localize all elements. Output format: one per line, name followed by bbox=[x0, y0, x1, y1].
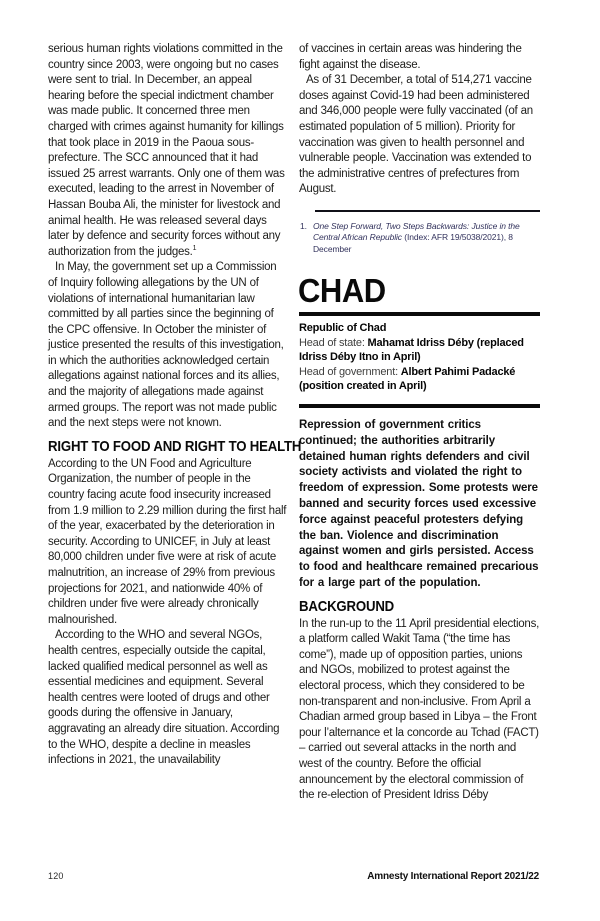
report-title: Amnesty International Report 2021/22 bbox=[367, 871, 539, 882]
paragraph-food-insecurity: According to the UN Food and Agriculture Organization, the number of people in the country facing acute food insecurity increased from 1.9 million to 2.29 million during the first half of the year, exacerbated by the deterioration in security. According to UNICEF, in July at least 80,000 children under five were at risk of acute malnutrition, an increase of 29% from previous projections for 2021, and nationwide 40% of children under five were already chronically malnourished. bbox=[48, 457, 287, 626]
footnote bbox=[299, 221, 540, 256]
country-official-name: Republic of Chad bbox=[299, 322, 387, 335]
head-of-state-value: Mahamat Idriss Déby (replaced Idriss Déby Itno in April) bbox=[299, 336, 524, 364]
head-of-government-line bbox=[299, 365, 540, 394]
footnote-divider bbox=[315, 210, 540, 212]
footnote-title: One Step Forward, Two Steps Backwards: Justice in the Central African Republic bbox=[313, 220, 520, 243]
country-info-block bbox=[299, 316, 540, 398]
head-of-state-line bbox=[299, 336, 540, 365]
head-of-state-label: Head of state: bbox=[299, 336, 368, 349]
paragraph-commission-of-inquiry: In May, the government set up a Commission of Inquiry following allegations by the UN of violations of international humanitarian law committed by all parties since the beginning of the CPC offensive. In October the minister of justice presented the results of this investigation, in which the authorities acknowledged certain allegations against national forces and its allies, and the majority of allegations made against armed groups. The report was not made public and the next steps were not known. bbox=[48, 261, 284, 430]
left-column bbox=[48, 42, 302, 769]
footnote-reference: 1 bbox=[192, 244, 197, 252]
footnote-citation: (Index: AFR 19/5038/2021), 8 December bbox=[313, 232, 513, 254]
info-block-rule bbox=[299, 404, 540, 408]
country-heading-chad: CHAD bbox=[298, 272, 386, 310]
page-number: 120 bbox=[48, 871, 64, 881]
head-of-government-value: Albert Pahimi Padacké (position created in April) bbox=[299, 365, 516, 393]
paragraph-background: In the run-up to the 11 April presidential elections, a platform called Wakit Tama (“the time has come”), made up of opposition parties, unions and NGOs, mobilized to protest against the electoral process, which they considered to be non-transparent and non-inclusive. From April a Chadian armed group based in Libya – the Front pour l’alternance et la concorde au Tchad (FACT) – carried out several attacks in the north and west of the country. Before the official announcement by the electoral commission of the re-election of President Idriss Déby bbox=[299, 617, 540, 802]
paragraph-scc-trials bbox=[48, 42, 287, 260]
right-column bbox=[299, 42, 540, 804]
section-heading-right-to-food-and-health: RIGHT TO FOOD AND RIGHT TO HEALTH bbox=[48, 437, 302, 455]
section-heading-background: BACKGROUND bbox=[299, 597, 395, 615]
paragraph-vaccination-figures: As of 31 December, a total of 514,271 vaccine doses against Covid-19 had been administered and 346,000 people were fully vaccinated (of an estimated population of 5 million). Priority for vaccination was given to health personnel and vulnerable people. Vaccination was extended to the administrative centres of prefectures from August. bbox=[299, 74, 533, 196]
country-summary-paragraph: Repression of government critics continued; the authorities arbitrarily detained human rights defenders and civil society activists and violated the right to freedom of expression. Some protests were banned and security forces used excessive force against peaceful protesters defying the ban. Violence and discrimination against women and girls persisted. Access to food and healthcare remained precarious for a large part of the population. bbox=[299, 418, 539, 589]
page-footer bbox=[48, 871, 539, 882]
paragraph-vaccines-continuation: of vaccines in certain areas was hindering the fight against the disease. bbox=[299, 43, 522, 71]
footnote-number: 1. bbox=[300, 220, 307, 231]
head-of-government-label: Head of government: bbox=[299, 365, 401, 378]
paragraph-text: serious human rights violations committed in the country since 2003, were ongoing but no cases were sent to trial. In December, an appeal hearing before the special indictment chamber was made public. It concerned three men charged with crimes against humanity for killings that took place in 2019 in the Paoua sous-prefecture. The SCC announced that it had issued 25 arrest warrants. Only one of them was executed, leading to the arrest in November of Hassan Bouba Ali, the minister for livestock and animal health. He was released several days later by defence and security forces without any authorization from the judges. bbox=[48, 43, 285, 258]
paragraph-health-centres: According to the WHO and several NGOs, health centres, especially outside the capital, lacked qualified medical personnel as well as essential medicines and equipment. Several health centres were looted of drugs and other goods during the offensive in January, aggravating an already dire situation. According to the WHO, despite a decline in measles infections in 2021, the unavailability bbox=[48, 629, 280, 767]
